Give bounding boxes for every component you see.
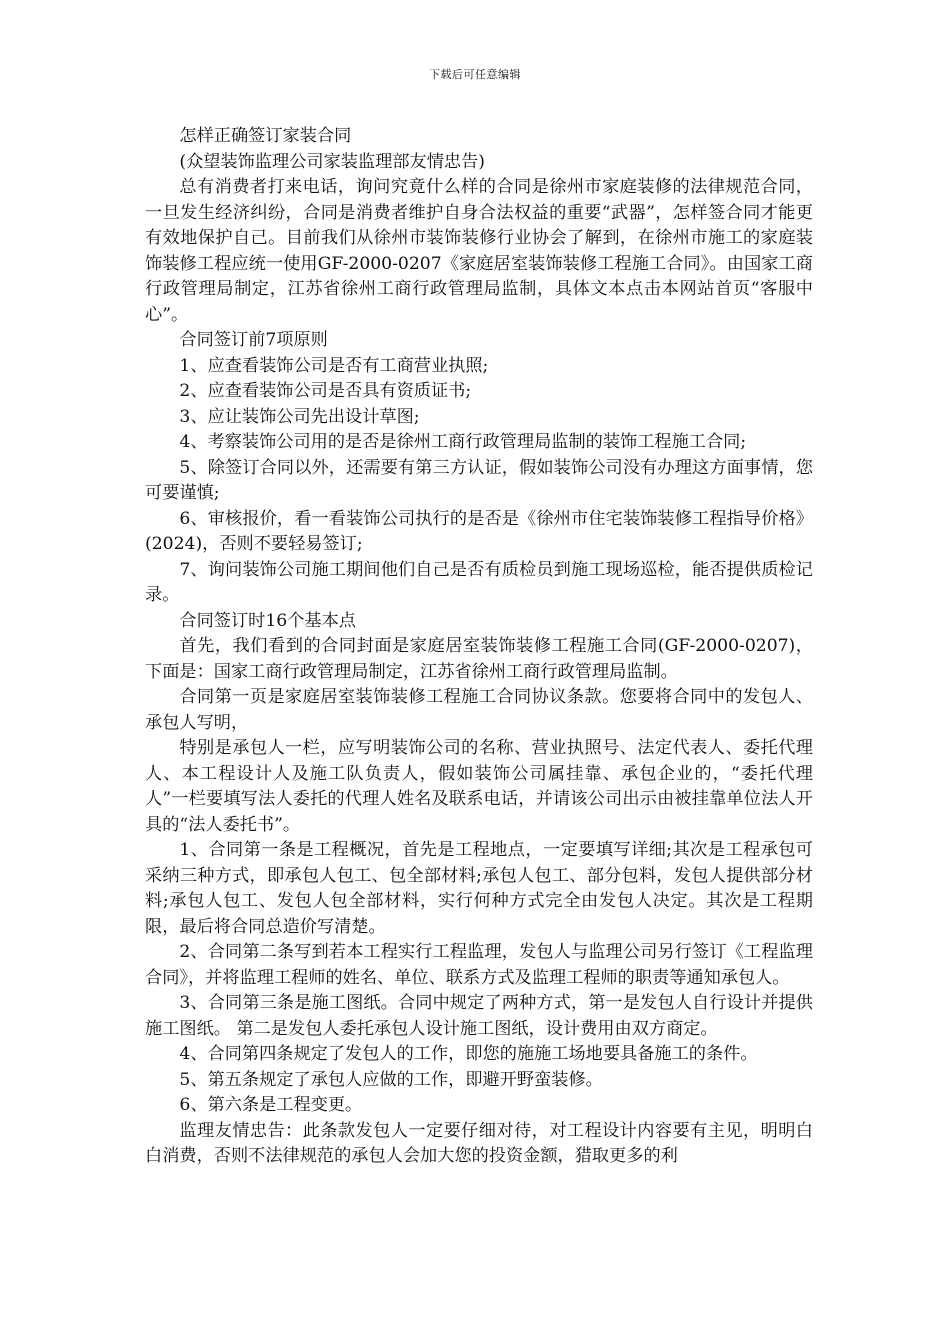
section-heading: 合同签订时16个基本点 bbox=[179, 610, 356, 631]
doc-title: 怎样正确签订家装合同 bbox=[179, 126, 352, 146]
doc-paragraph: 首先，我们看到的合同封面是家庭居室装饰装修工程施工合同(GF-2000-0207)，下面是：国家工商行政管理局制定，江苏省徐州工商行政管理局监制。 bbox=[145, 636, 813, 682]
list-item: 2、应查看装饰公司是否具有资质证书; bbox=[179, 381, 472, 401]
page-header-note: 下载后可任意编辑 bbox=[429, 68, 521, 81]
list-item: 4、考察装饰公司用的是否是徐州工商行政管理局监制的装饰工程施工合同; bbox=[179, 432, 747, 452]
clause-item: 1、合同第一条是工程概况，首先是工程地点，一定要填写详细;其次是工程承包可采纳三种方式，即承包人包工、包全部材料;承包人包工、部分包料，发包人提供部分材料;承包人包工、发包人包全部材料，实行何种方式完全由发包人决定。其次是工程期限，最后将合同总造价写清楚。 bbox=[145, 840, 813, 937]
doc-paragraph: 合同第一页是家庭居室装饰装修工程施工合同协议条款。您要将合同中的发包人、承包人写明， bbox=[145, 687, 813, 733]
clause-item: 2、合同第二条写到若本工程实行工程监理，发包人与监理公司另行签订《工程监理合同》，并将监理工程师的姓名、单位、联系方式及监理工程师的职责等通知承包人。 bbox=[145, 942, 813, 988]
clause-item: 4、合同第四条规定了发包人的工作，即您的施施工场地要具备施工的条件。 bbox=[179, 1044, 758, 1064]
list-item: 1、应查看装饰公司是否有工商营业执照; bbox=[179, 355, 489, 376]
doc-paragraph: 总有消费者打来电话，询问究竟什么样的合同是徐州市家庭装修的法律规范合同，一旦发生经济纠纷，合同是消费者维护自身合法权益的重要“武器”，怎样签合同才能更有效地保护自己。目前我们从徐州市装饰装修行业协会了解到，在徐州市施工的家庭装饰装修工程应统一使用GF-2000-0207《家庭居室装饰装修工程施工合同》。由国家工商行政管理局制定，江苏省徐州工商行政管理局监制，具体文本点击本网站首页“客服中心”。 bbox=[145, 177, 813, 325]
list-item: 7、询问装饰公司施工期间他们自己是否有质检员到施工现场巡检，能否提供质检记录。 bbox=[145, 559, 813, 605]
list-item: 5、除签订合同以外，还需要有第三方认证，假如装饰公司没有办理这方面事情，您可要谨慎; bbox=[145, 457, 813, 503]
document-body bbox=[145, 124, 813, 1170]
doc-paragraph: 监理友情忠告：此条款发包人一定要仔细对待，对工程设计内容要有主见，明明白白消费，否则不法律规范的承包人会加大您的投资金额，猎取更多的利 bbox=[145, 1120, 813, 1166]
doc-paragraph: 特别是承包人一栏，应写明装饰公司的名称、营业执照号、法定代表人、委托代理人、本工程设计人及施工队负责人，假如装饰公司属挂靠、承包企业的，“委托代理人”一栏要填写法人委托的代理人姓名及联系电话，并请该公司出示由被挂靠单位法人开具的“法人委托书”。 bbox=[145, 738, 813, 835]
clause-item: 6、第六条是工程变更。 bbox=[179, 1095, 363, 1115]
list-item: 6、审核报价，看一看装饰公司执行的是否是《徐州市住宅装饰装修工程指导价格》(2024)，否则不要轻易签订; bbox=[145, 508, 813, 554]
clause-item: 5、第五条规定了承包人应做的工作，即避开野蛮装修。 bbox=[179, 1069, 603, 1090]
section-heading: 合同签订前7项原则 bbox=[179, 330, 328, 350]
doc-subtitle: (众望装饰监理公司家装监理部友情忠告) bbox=[179, 151, 485, 172]
list-item: 3、应让装饰公司先出设计草图; bbox=[179, 406, 420, 427]
clause-item: 3、合同第三条是施工图纸。合同中规定了两种方式，第一是发包人自行设计并提供施工图纸。 第二是发包人委托承包人设计施工图纸，设计费用由双方商定。 bbox=[145, 993, 813, 1039]
